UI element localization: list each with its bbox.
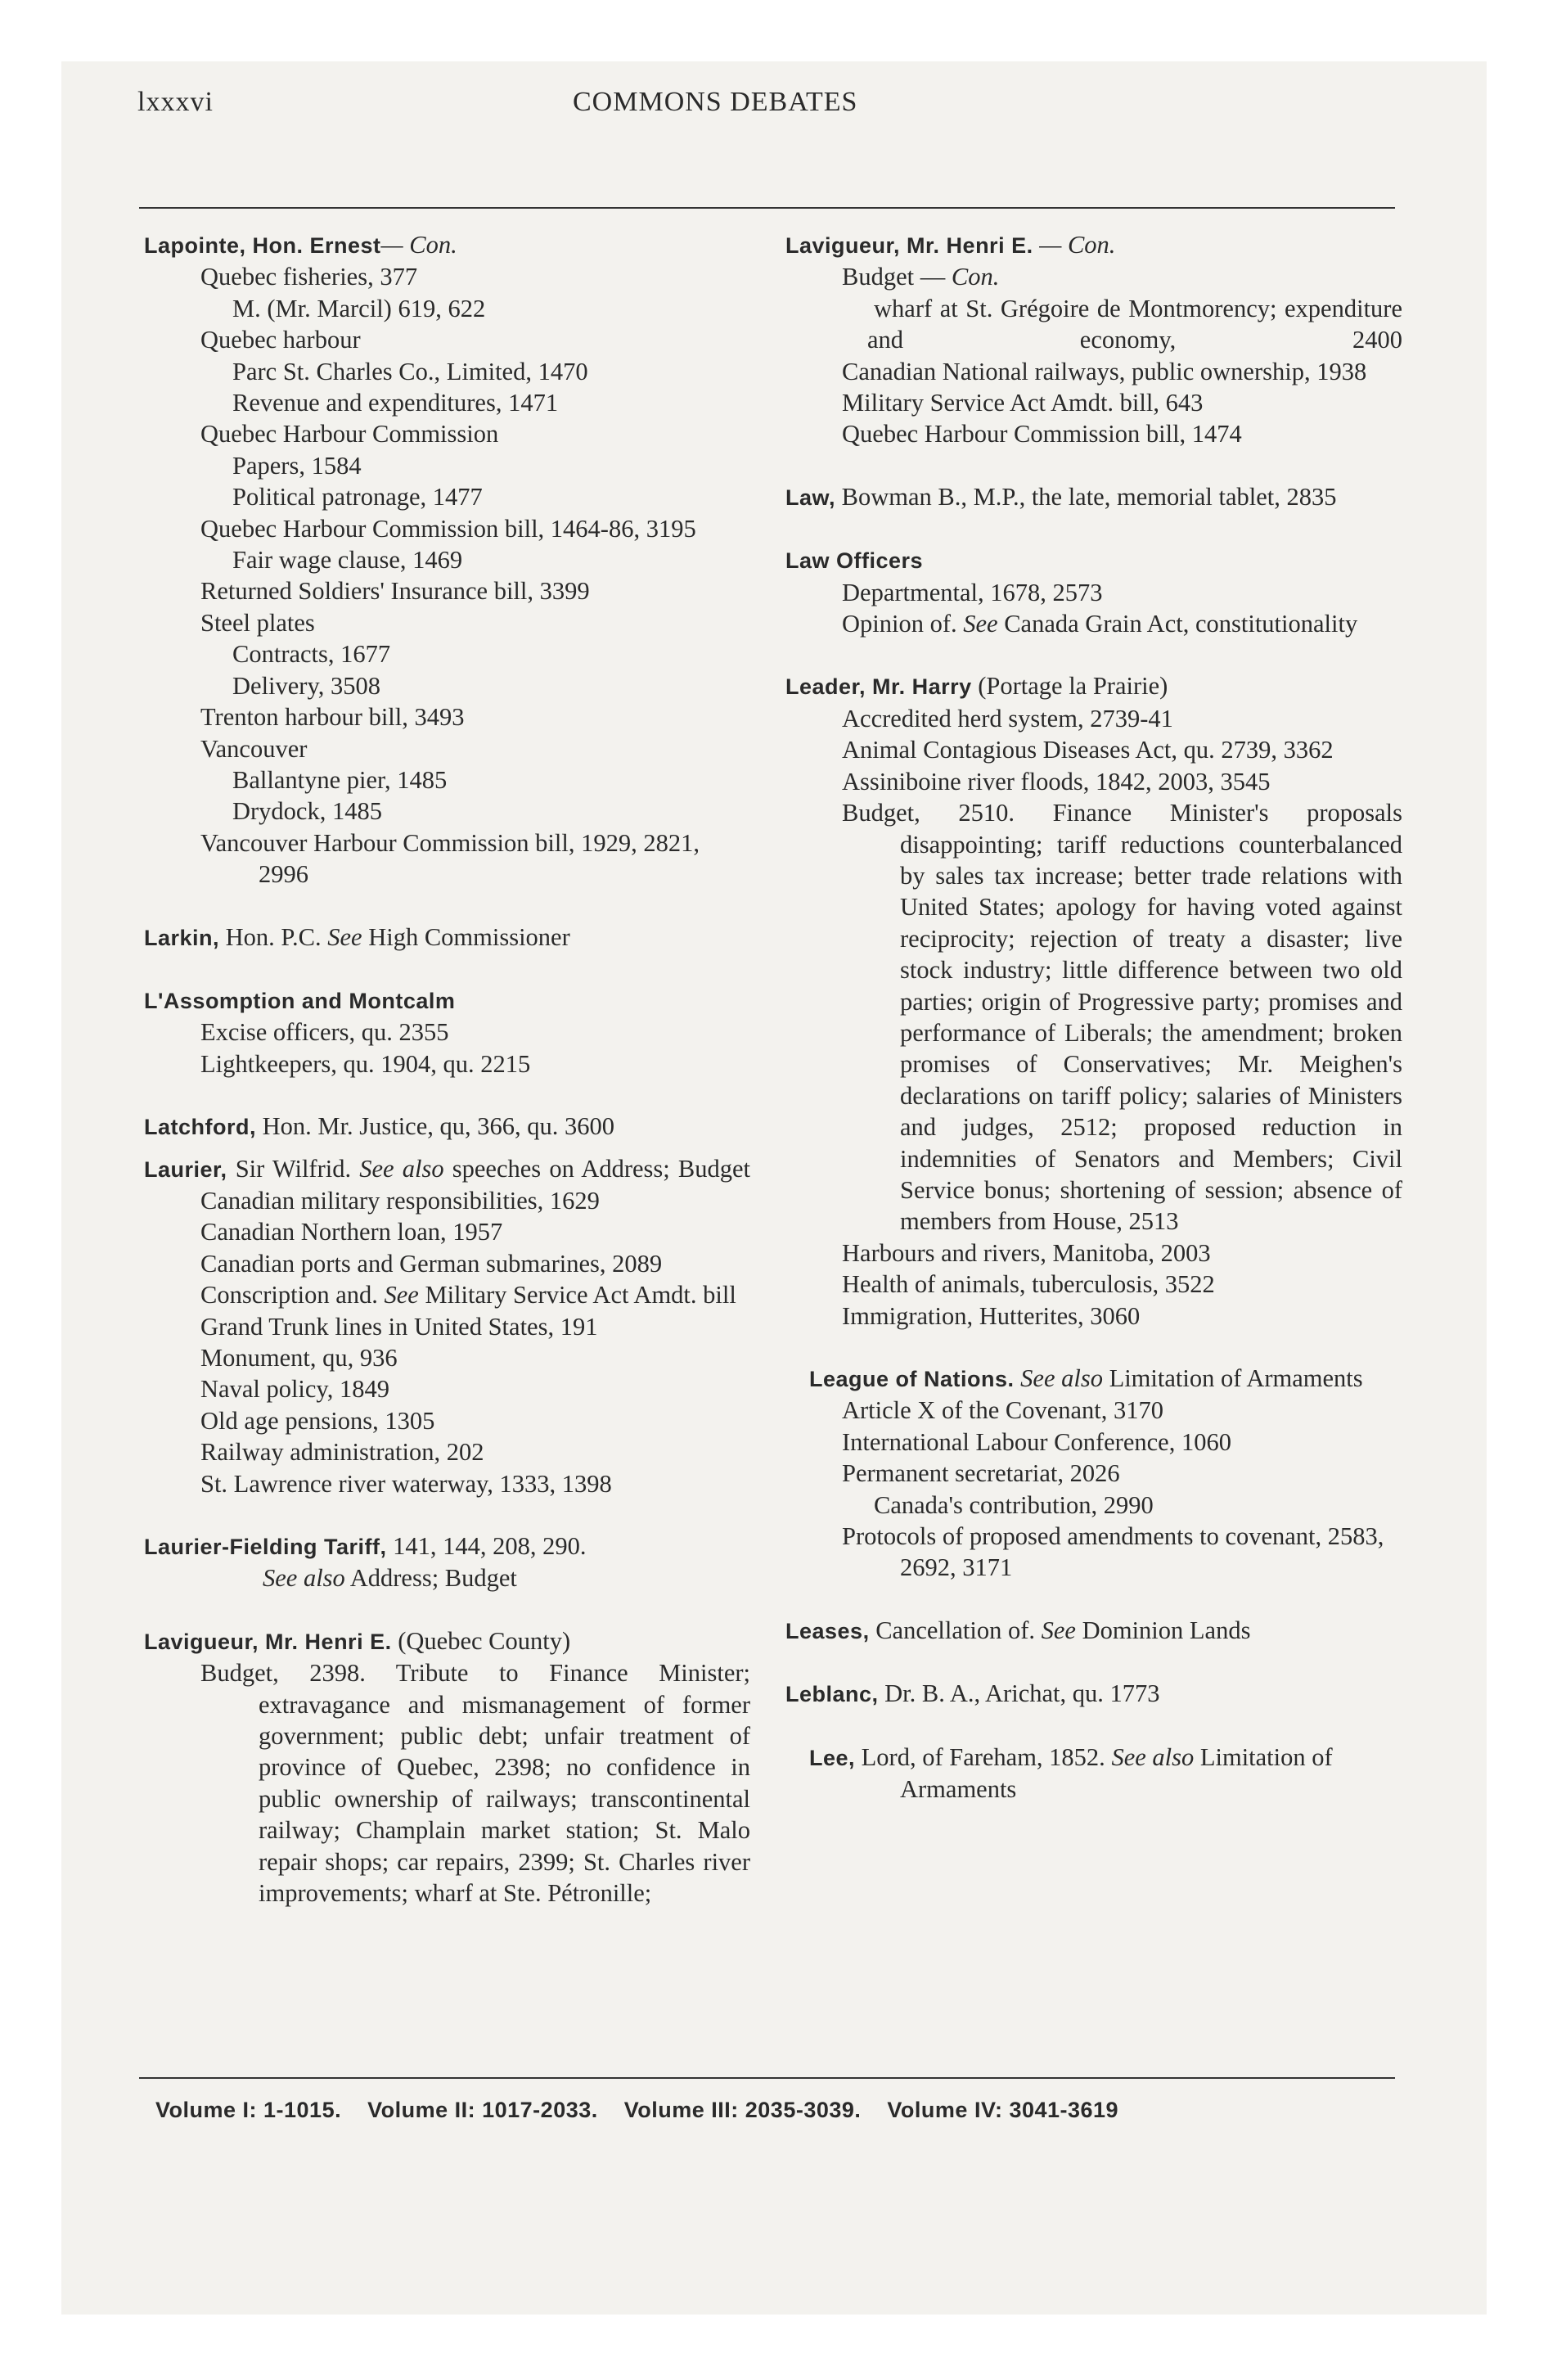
entry-lavigueur: Lavigueur, Mr. Henri E. (Quebec County) Budget, 2398. Tribute to Finance Minister; extravagance and mismanagement of former government; public debt; unfair treatment of province of Quebec, 2398; no confidence in public ownership of railways; transcontinental railway; Champlain market station; St. Malo repair shops; car repairs, 2399; St. Charles river improvements; wharf at Ste. Pétronille; [144,1626,750,1908]
entry-leader: Leader, Mr. Harry (Portage la Prairie) Accredited herd system, 2739-41 Animal Contagious Diseases Act, qu. 2739, 3362 Assiniboine river floods, 1842, 2003, 3545 Budget, 2510. Finance Minister's proposals disappointing; tariff reductions counterbalanced by sales tax increase; better trade relations with United States; apology for having voted against reciprocity; rejection of treaty a disaster; live stock industry; little difference between two old parties; origin of Progressive party; promises and performance of Liberals; the amendment; broken promises of Conservatives; Mr. Meighen's declarations on tariff policy; salaries of Ministers and judges, 2512; proposed reduction in indemnities of Senators and Members; Civil Service bonus; shortening of session; absence of members from House, 2513 Harbours and rivers, Manitoba, 2003 Health of animals, tuberculosis, 3522 Immigration, Hutterites, 3060 [785,672,1402,1330]
entry-leases: Leases, Cancellation of. See Dominion Lands [785,1616,1251,1644]
entry-lee: Lee, Lord, of Fareham, 1852. See also Limitation of Armaments [809,1742,1333,1804]
entry-laurier: Laurier, Sir Wilfrid. See also speeches on Address; Budget Canadian military responsibilities, 1629 Canadian Northern loan, 1957 Canadian ports and German submarines, 2089 Conscription and. See Military Service Act Amdt. bill Grand Trunk lines in United States, 191 Monument, qu, 936 Naval policy, 1849 Old age pensions, 1305 Railway administration, 202 St. Lawrence river waterway, 1333, 1398 [144,1154,751,1498]
entry-lavigueur-cont: Lavigueur, Mr. Henri E. — Con. Budget — Con. wharf at St. Grégoire de Montmorency; expenditure and economy, 2400 Canadian National railways, public ownership, 1938 Military Service Act Amdt. bill, 643 Quebec Harbour Commission bill, 1474 [785,231,1402,449]
running-title: COMMONS DEBATES [573,87,858,117]
entry-league-of-nations: League of Nations. See also Limitation of Armaments Article X of the Covenant, 3170 International Labour Conference, 1060 Permanent secretariat, 2026 Canada's contribution, 2990 Protocols of proposed amendments to covenant, 2583, 2692, 3171 [809,1364,1384,1582]
volume-2: Volume II: 1017-2033. [367,2098,598,2122]
entry-law: Law, Bowman B., M.P., the late, memorial tablet, 2835 [785,482,1337,511]
entry-laurier-fielding: Laurier-Fielding Tariff, 141, 144, 208, 290. See also Address; Budget [144,1532,587,1593]
right-column [785,229,1402,1836]
volume-4: Volume IV: 3041-3619 [887,2098,1119,2122]
left-column [144,229,750,1941]
entry-lassomption: L'Assomption and Montcalm Excise officers, qu. 2355 Lightkeepers, qu. 1904, qu. 2215 [144,988,531,1078]
entry-latchford: Latchford, Hon. Mr. Justice, qu, 366, qu. 3600 [144,1112,615,1141]
entry-leblanc: Leblanc, Dr. B. A., Arichat, qu. 1773 [785,1679,1160,1708]
volume-1: Volume I: 1-1015. [155,2098,342,2122]
footer-rule [139,2077,1395,2079]
header-rule [139,207,1395,209]
page-number: lxxxvi [137,87,214,117]
volume-index-footer [155,2098,1383,2123]
entry-lapointe: Lapointe, Hon. Ernest— Con. Quebec fisheries, 377 M. (Mr. Marcil) 619, 622 Quebec harbour Parc St. Charles Co., Limited, 1470 Revenue and expenditures, 1471 Quebec Harbour Commission Papers, 1584 Political patronage, 1477 Quebec Harbour Commission bill, 1464-86, 3195 Fair wage clause, 1469 Returned Soldiers' Insurance bill, 3399 Steel plates Contracts, 1677 Delivery, 3508 Trenton harbour bill, 3493 Vancouver Ballantyne pier, 1485 Drydock, 1485 Vancouver Harbour Commission bill, 1929, 2821, 2996 [144,231,700,889]
entry-larkin: Larkin, Hon. P.C. See High Commissioner [144,922,570,951]
entry-law-officers: Law Officers Departmental, 1678, 2573 Opinion of. See Canada Grain Act, constitutionality [785,548,1358,638]
volume-3: Volume III: 2035-3039. [623,2098,862,2122]
